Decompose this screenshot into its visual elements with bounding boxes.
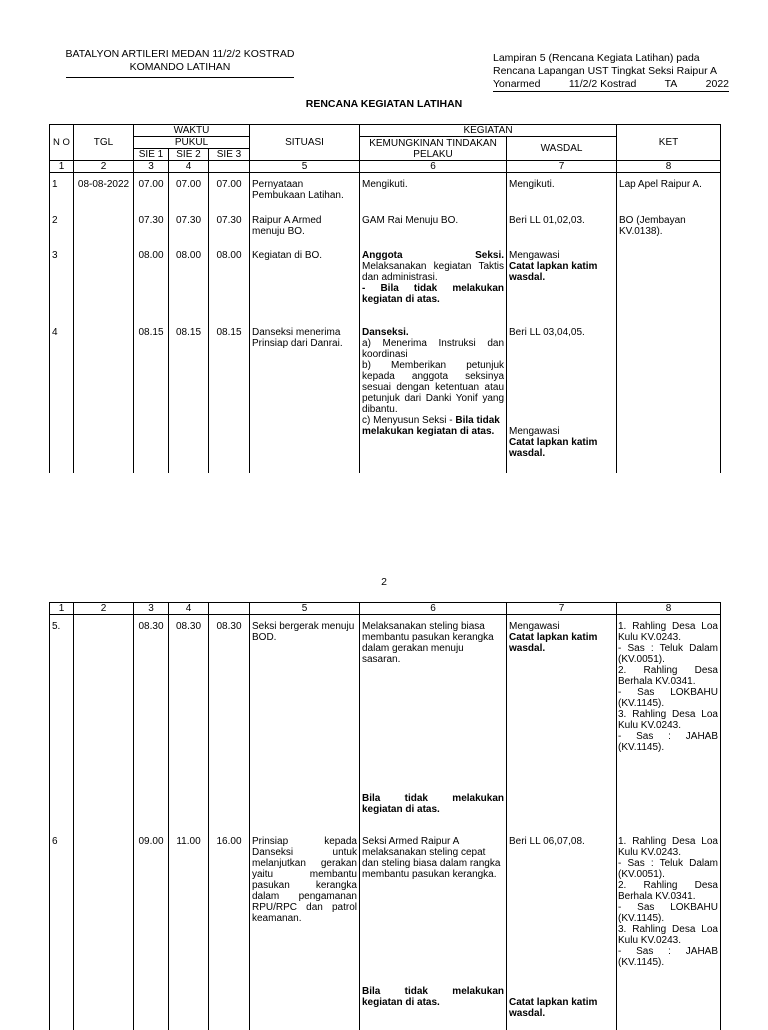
wasdal-cell: Mengawasi Catat lapkan katim wasdal. xyxy=(507,615,617,830)
page-number: 2 xyxy=(381,576,387,588)
col-header-kegiatan: KEGIATAN xyxy=(360,125,617,137)
attachment-header xyxy=(493,52,729,92)
col-header-situasi: SITUASI xyxy=(250,125,360,161)
col-header-no: N O xyxy=(50,125,74,161)
column-number-row: 1 2 3 4 5 6 7 8 xyxy=(50,161,721,173)
col-header-sie3: SIE 3 xyxy=(209,149,250,161)
unit-underline xyxy=(66,77,294,78)
table-row: 3 08.00 08.00 08.00 Kegiatan di BO. Anggota Seksi. Melaksanakan kegiatan Taktis dan administrasi. - Bila tidak melakukan kegiatan di atas. Mengawasi Catat lapkan katim wasdal. xyxy=(50,244,721,321)
table-row: 6 09.00 11.00 16.00 Prinsiap kepada Danseksi untuk melanjutkan gerakan yaitu membantu pasukan kerangka dalam pengamanan RPU/RPC dan patrol keamanan. Seksi Armed Raipur A melaksanakan steling cepat dan steling biasa dalam rangka membantu pasukan kerangka. Bila tidak melakukan kegiatan di atas. Beri LL 06,07,08. Catat lapkan katim wasdal. 1. Rahling Desa Loa Kulu KV.0243. - Sas : Teluk Dalam (KV.0051). 2. Rahling Desa Berhala KV.0341. - Sas LOKBAHU (KV.1145). 3. Rahling Desa Loa Kulu KV.0243. - Sas : JAHAB (KV.1145). xyxy=(50,830,721,1030)
wasdal-cell: Mengawasi Catat lapkan katim wasdal. xyxy=(507,244,617,321)
table-row: 4 08.15 08.15 08.15 Danseksi menerima Prinsiap dari Danrai. Danseksi. a) Menerima Instruksi dan koordinasi b) Memberikan petunjuk kepada anggota seksinya sesuai dengan ketentuan atau petunjuk dari Danki Yonif yang dibantu. c) Menyusun Seksi - Bila tidak melakukan kegiatan di atas. Beri LL 03,04,05. Mengawasi Catat lapkan katim wasdal. xyxy=(50,321,721,473)
col-header-sie1: SIE 1 xyxy=(134,149,169,161)
attachment-line-1: Lampiran 5 (Rencana Kegiata Latihan) pada xyxy=(493,52,700,64)
wasdal-cell: Beri LL 03,04,05. Mengawasi Catat lapkan katim wasdal. xyxy=(507,321,617,473)
document-title: RENCANA KEGIATAN LATIHAN xyxy=(305,98,463,110)
tindakan-cell: Danseksi. a) Menerima Instruksi dan koordinasi b) Memberikan petunjuk kepada anggota seksinya sesuai dengan ketentuan atau petunjuk dari Danki Yonif yang dibantu. c) Menyusun Seksi - Bila tidak melakukan kegiatan di atas. xyxy=(360,321,507,473)
col-header-sie2: SIE 2 xyxy=(169,149,209,161)
table-row: 5. 08.30 08.30 08.30 Seksi bergerak menuju BOD. Melaksanakan steling biasa membantu pasukan kerangka dalam gerakan menuju sasaran. Bila tidak melakukan kegiatan di atas. Mengawasi Catat lapkan katim wasdal. 1. Rahling Desa Loa Kulu KV.0243. - Sas : Teluk Dalam (KV.0051). 2. Rahling Desa Berhala KV.0341. - Sas LOKBAHU (KV.1145). 3. Rahling Desa Loa Kulu KV.0243. - Sas : JAHAB (KV.1145). xyxy=(50,615,721,830)
unit-name: BATALYON ARTILERI MEDAN 11/2/2 KOSTRAD xyxy=(65,48,295,60)
col-header-tgl: TGL xyxy=(74,125,134,161)
unit-header xyxy=(40,48,320,78)
tindakan-cell: Seksi Armed Raipur A melaksanakan steling cepat dan steling biasa dalam rangka membantu pasukan kerangka. Bila tidak melakukan kegiatan di atas. xyxy=(360,830,507,1030)
attachment-line-2: Rencana Lapangan UST Tingkat Seksi Raipur A xyxy=(493,65,717,77)
activity-table-page2 xyxy=(49,602,721,1030)
col-header-pukul: PUKUL xyxy=(134,137,250,149)
table-row: 1 08-08-2022 07.00 07.00 07.00 Pernyataan Pembukaan Latihan. Mengikuti. Mengikuti. Lap Apel Raipur A. xyxy=(50,173,721,209)
col-header-ket: KET xyxy=(617,125,721,161)
unit-subname: KOMANDO LATIHAN xyxy=(129,61,231,73)
wasdal-cell: Beri LL 06,07,08. Catat lapkan katim wasdal. xyxy=(507,830,617,1030)
activity-table-page1 xyxy=(49,124,721,473)
tindakan-cell: Melaksanakan steling biasa membantu pasukan kerangka dalam gerakan menuju sasaran. Bila tidak melakukan kegiatan di atas. xyxy=(360,615,507,830)
col-header-wasdal: WASDAL xyxy=(507,137,617,161)
col-header-kemungkinan: KEMUNGKINAN TINDAKAN PELAKU xyxy=(360,137,507,161)
ket-cell: 1. Rahling Desa Loa Kulu KV.0243. - Sas : Teluk Dalam (KV.0051). 2. Rahling Desa Berhala KV.0341. - Sas LOKBAHU (KV.1145). 3. Rahling Desa Loa Kulu KV.0243. - Sas : JAHAB (KV.1145). xyxy=(617,615,721,830)
col-header-waktu: WAKTU xyxy=(134,125,250,137)
table-row: 2 07.30 07.30 07.30 Raipur A Armed menuju BO. GAM Rai Menuju BO. Beri LL 01,02,03. BO (Jembayan KV.0138). xyxy=(50,209,721,244)
ket-cell: 1. Rahling Desa Loa Kulu KV.0243. - Sas : Teluk Dalam (KV.0051). 2. Rahling Desa Berhala KV.0341. - Sas LOKBAHU (KV.1145). 3. Rahling Desa Loa Kulu KV.0243. - Sas : JAHAB (KV.1145). xyxy=(617,830,721,1030)
tindakan-cell: Anggota Seksi. Melaksanakan kegiatan Taktis dan administrasi. - Bila tidak melakukan kegiatan di atas. xyxy=(360,244,507,321)
attachment-line-3: Yonarmed 11/2/2 Kostrad TA 2022 xyxy=(493,78,729,90)
column-number-row: 1 2 3 4 5 6 7 8 xyxy=(50,603,721,615)
